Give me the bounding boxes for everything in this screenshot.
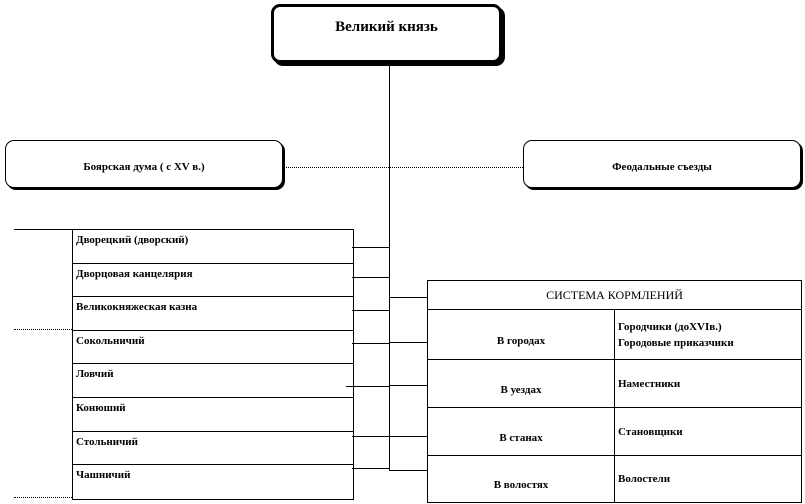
left-bracket-top	[14, 229, 72, 230]
feeding-connector-top	[389, 297, 427, 298]
main-vertical-line	[389, 64, 390, 470]
feeding-connector-4	[389, 470, 427, 471]
feeding-connector-1	[389, 342, 427, 343]
dept-connector-7	[352, 468, 389, 469]
grand-prince-box	[271, 4, 502, 63]
feeding-official-label: Волостели	[618, 473, 671, 485]
feeding-place-cell: В городах	[428, 310, 615, 360]
feeding-officials-cell	[615, 456, 802, 503]
feeding-connector-2	[389, 385, 427, 386]
department-label: Дворецкий (дворский)	[76, 234, 189, 246]
feeding-officials-cell	[615, 408, 802, 456]
department-label: Стольничий	[76, 435, 138, 448]
department-row	[73, 331, 353, 365]
feeding-officials-cell	[615, 360, 802, 408]
department-row	[73, 465, 353, 499]
department-label: Ловчий	[76, 368, 114, 381]
department-row	[73, 432, 353, 466]
left-bracket-bottom	[14, 497, 72, 498]
feeding-connector-3	[389, 436, 427, 437]
feeding-system-title: СИСТЕМА КОРМЛЕНИЙ	[428, 281, 802, 310]
department-label: Дворцовая канцелярия	[76, 267, 193, 280]
department-row	[73, 364, 353, 398]
feeding-place-cell: В волостях	[428, 456, 615, 503]
departments-list	[72, 229, 354, 500]
dept-connector-3	[352, 310, 389, 311]
department-label: Чашничий	[76, 469, 131, 482]
feeding-place-cell: В уездах	[428, 360, 615, 408]
feudal-congresses-label: Феодальные съезды	[612, 161, 712, 173]
department-label: Великокняжеская казна	[76, 301, 198, 314]
department-row	[73, 398, 353, 432]
feeding-system-table	[427, 280, 802, 503]
feeding-place-cell: В станах	[428, 408, 615, 456]
department-row	[73, 230, 353, 264]
department-row	[73, 297, 353, 331]
council-connector	[283, 167, 523, 168]
department-row	[73, 264, 353, 298]
dept-connector-2	[352, 277, 389, 278]
feeding-official-label: Городовые приказчики	[618, 336, 734, 349]
feeding-official-label: Наместники	[618, 377, 681, 390]
feeding-officials-cell	[615, 310, 802, 360]
dept-connector-4	[352, 343, 389, 344]
feeding-official-label: Городчики (доXVIв.)	[618, 320, 722, 333]
department-label: Конюший	[76, 401, 126, 414]
boyar-duma-label: Боярская дума ( с XV в.)	[83, 161, 205, 173]
department-label: Сокольничий	[76, 334, 145, 347]
dept-connector-6	[352, 436, 389, 437]
boyar-duma-box	[5, 140, 283, 188]
left-bracket-mid	[14, 329, 72, 330]
feudal-congresses-box	[523, 140, 801, 188]
feeding-official-label: Становщики	[618, 425, 683, 438]
grand-prince-label: Великий князь	[335, 19, 438, 35]
dept-connector-1	[352, 247, 389, 248]
